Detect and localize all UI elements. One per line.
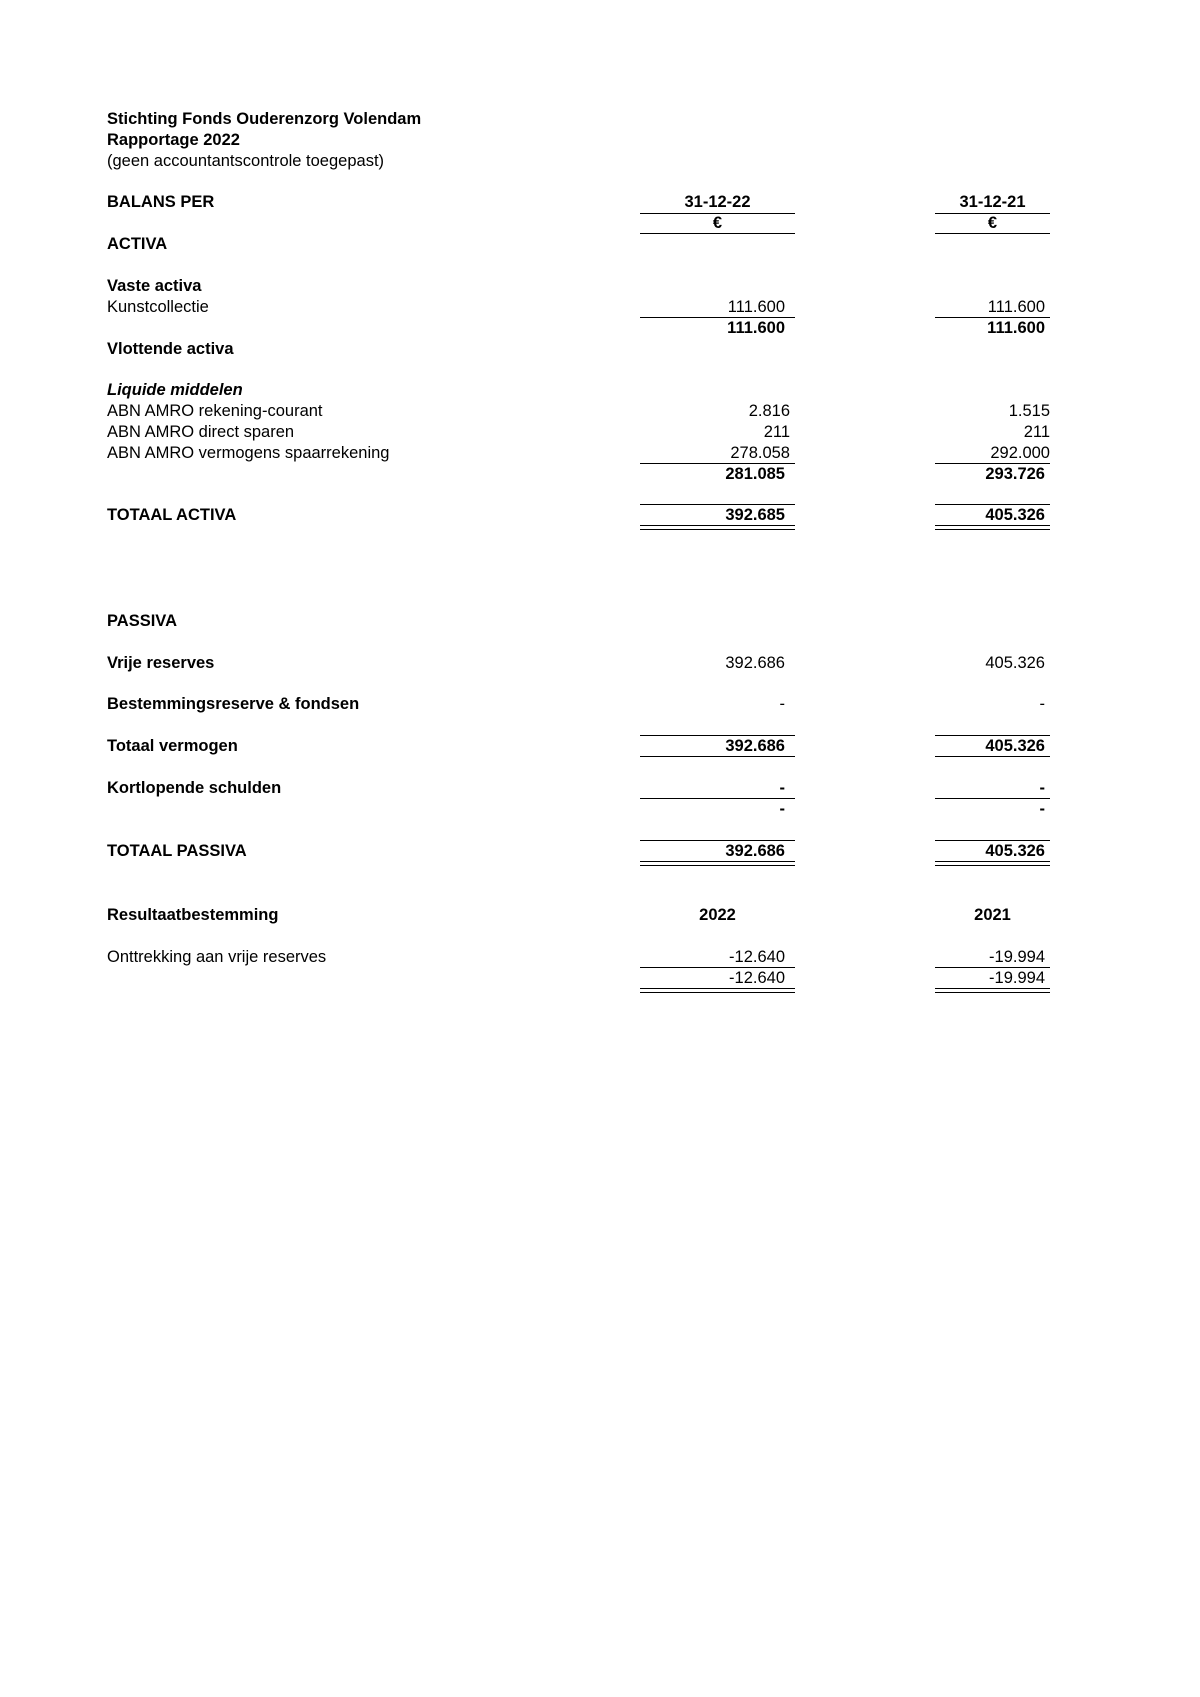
wealth-savings-label: ABN AMRO vermogens spaarrekening [107, 444, 390, 462]
liquid-assets-heading: Liquide middelen [107, 381, 243, 399]
earmarked-reserve-label: Bestemmingsreserve & fondsen [107, 695, 360, 713]
wealth-savings-2021: 292.000 [990, 444, 1050, 462]
divider [640, 865, 795, 866]
total-equity-label: Totaal vermogen [107, 737, 238, 755]
free-reserves-2022: 392.686 [725, 654, 785, 672]
report-note: (geen accountantscontrole toegepast) [107, 152, 385, 170]
free-reserves-label: Vrije reserves [107, 654, 215, 672]
divider [640, 525, 795, 526]
report-title: Rapportage 2022 [107, 131, 240, 149]
divider [640, 756, 795, 757]
divider [935, 988, 1050, 989]
divider [640, 861, 795, 862]
assets-heading: ACTIVA [107, 235, 168, 253]
short-term-debt-subtotal-2021: - [1039, 800, 1045, 818]
withdrawal-total-2022: -12.640 [729, 969, 785, 987]
earmarked-reserve-2021: - [1039, 695, 1045, 713]
art-collection-2022: 111.600 [727, 298, 785, 316]
withdrawal-2022: -12.640 [729, 948, 785, 966]
free-reserves-2021: 405.326 [985, 654, 1045, 672]
fixed-assets-subtotal-2021: 111.600 [987, 319, 1045, 337]
art-collection-2021: 111.600 [987, 298, 1045, 316]
short-term-debt-2021: - [1039, 779, 1045, 797]
bank-account-2021: 1.515 [1008, 402, 1050, 420]
total-liabilities-2022: 392.686 [725, 842, 785, 860]
col-2021-date: 31-12-21 [959, 193, 1026, 211]
total-equity-2021: 405.326 [985, 737, 1045, 755]
liquid-subtotal-2022: 281.085 [725, 465, 785, 483]
divider [935, 529, 1050, 530]
divider [935, 525, 1050, 526]
divider [935, 756, 1050, 757]
result-year-2022: 2022 [699, 906, 736, 924]
currency-2021: € [987, 214, 998, 232]
organization-name: Stichting Fonds Ouderenzorg Volendam [107, 110, 422, 128]
divider [935, 865, 1050, 866]
bank-account-label: ABN AMRO rekening-courant [107, 402, 323, 420]
short-term-debt-2022: - [779, 779, 785, 797]
total-assets-2022: 392.685 [725, 506, 785, 524]
earmarked-reserve-2022: - [779, 695, 785, 713]
fixed-assets-subtotal-2022: 111.600 [727, 319, 785, 337]
bank-account-2022: 2.816 [748, 402, 790, 420]
current-assets-heading: Vlottende activa [107, 340, 234, 358]
divider [935, 992, 1050, 993]
result-year-2021: 2021 [974, 906, 1011, 924]
liabilities-heading: PASSIVA [107, 612, 177, 630]
divider [640, 529, 795, 530]
balance-title: BALANS PER [107, 193, 215, 211]
total-liabilities-2021: 405.326 [985, 842, 1045, 860]
total-assets-2021: 405.326 [985, 506, 1045, 524]
direct-savings-2021: 211 [1023, 423, 1050, 441]
withdrawal-2021: -19.994 [989, 948, 1045, 966]
divider [935, 861, 1050, 862]
liquid-subtotal-2021: 293.726 [985, 465, 1045, 483]
short-term-debt-subtotal-2022: - [779, 800, 785, 818]
withdrawal-label: Onttrekking aan vrije reserves [107, 948, 327, 966]
total-equity-2022: 392.686 [725, 737, 785, 755]
col-2022-date: 31-12-22 [684, 193, 751, 211]
result-appropriation-heading: Resultaatbestemming [107, 906, 279, 924]
divider [640, 992, 795, 993]
divider [640, 233, 795, 234]
currency-2022: € [712, 214, 723, 232]
direct-savings-label: ABN AMRO direct sparen [107, 423, 295, 441]
total-liabilities-label: TOTAAL PASSIVA [107, 842, 247, 860]
divider [935, 233, 1050, 234]
direct-savings-2022: 211 [763, 423, 790, 441]
short-term-debt-label: Kortlopende schulden [107, 779, 282, 797]
art-collection-label: Kunstcollectie [107, 298, 209, 316]
divider [640, 988, 795, 989]
total-assets-label: TOTAAL ACTIVA [107, 506, 237, 524]
fixed-assets-heading: Vaste activa [107, 277, 202, 295]
wealth-savings-2022: 278.058 [730, 444, 790, 462]
withdrawal-total-2021: -19.994 [989, 969, 1045, 987]
